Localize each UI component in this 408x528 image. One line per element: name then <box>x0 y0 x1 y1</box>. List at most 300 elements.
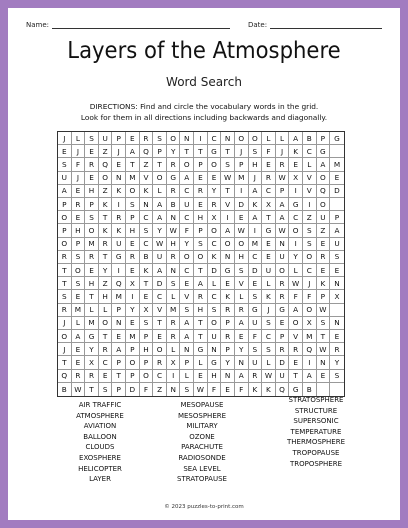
grid-cell[interactable]: P <box>235 158 249 171</box>
grid-cell[interactable]: T <box>194 317 208 330</box>
grid-cell[interactable]: A <box>153 211 167 224</box>
grid-cell[interactable]: X <box>85 356 99 369</box>
grid-cell[interactable]: K <box>99 198 113 211</box>
grid-cell[interactable]: R <box>194 185 208 198</box>
grid-cell[interactable]: P <box>85 198 99 211</box>
grid-cell[interactable]: S <box>249 290 263 303</box>
grid-cell[interactable]: G <box>249 304 263 317</box>
grid-cell[interactable]: S <box>140 224 154 237</box>
grid-cell[interactable]: O <box>208 158 222 171</box>
grid-cell[interactable]: G <box>194 343 208 356</box>
grid-cell[interactable]: I <box>112 198 126 211</box>
grid-cell[interactable]: O <box>153 343 167 356</box>
grid-cell[interactable]: W <box>153 238 167 251</box>
grid-cell[interactable]: A <box>72 330 86 343</box>
grid-cell[interactable]: A <box>289 304 303 317</box>
grid-cell[interactable]: W <box>276 224 290 237</box>
grid-cell[interactable]: X <box>289 172 303 185</box>
grid-cell[interactable]: O <box>126 356 140 369</box>
grid-cell[interactable]: T <box>221 145 235 158</box>
grid-cell[interactable]: A <box>235 317 249 330</box>
grid-cell[interactable]: O <box>58 238 72 251</box>
grid-cell[interactable]: I <box>303 198 317 211</box>
grid-cell[interactable]: A <box>289 132 303 145</box>
grid-cell[interactable]: R <box>276 277 290 290</box>
grid-cell[interactable]: Y <box>289 251 303 264</box>
grid-cell[interactable]: C <box>262 185 276 198</box>
grid-cell[interactable]: R <box>167 185 181 198</box>
grid-cell[interactable]: F <box>180 224 194 237</box>
grid-cell[interactable]: P <box>276 185 290 198</box>
grid-cell[interactable]: V <box>303 185 317 198</box>
grid-cell[interactable]: P <box>126 343 140 356</box>
grid-cell[interactable]: S <box>153 132 167 145</box>
grid-cell[interactable]: J <box>58 343 72 356</box>
grid-cell[interactable]: R <box>167 251 181 264</box>
grid-cell[interactable]: P <box>126 211 140 224</box>
grid-cell[interactable]: N <box>221 132 235 145</box>
grid-cell[interactable]: S <box>99 383 113 396</box>
grid-cell[interactable]: N <box>180 132 194 145</box>
grid-cell[interactable]: O <box>99 172 113 185</box>
grid-cell[interactable]: I <box>289 185 303 198</box>
grid-cell[interactable]: R <box>221 304 235 317</box>
grid-cell[interactable]: K <box>99 224 113 237</box>
grid-cell[interactable]: Z <box>99 145 113 158</box>
grid-cell[interactable]: M <box>126 330 140 343</box>
grid-cell[interactable]: Z <box>140 158 154 171</box>
grid-cell[interactable]: Q <box>58 370 72 383</box>
grid-cell[interactable]: V <box>289 330 303 343</box>
grid-cell[interactable]: I <box>249 224 263 237</box>
grid-cell[interactable]: Q <box>112 277 126 290</box>
grid-cell[interactable]: G <box>262 224 276 237</box>
grid-cell[interactable]: R <box>167 330 181 343</box>
grid-cell[interactable]: C <box>153 370 167 383</box>
grid-cell[interactable]: E <box>317 264 331 277</box>
grid-cell[interactable]: Y <box>235 343 249 356</box>
grid-cell[interactable]: S <box>167 277 181 290</box>
grid-cell[interactable]: O <box>99 317 113 330</box>
grid-cell[interactable]: O <box>289 224 303 237</box>
grid-cell[interactable]: R <box>72 198 86 211</box>
grid-cell[interactable]: E <box>194 370 208 383</box>
grid-cell[interactable]: R <box>140 132 154 145</box>
grid-cell[interactable]: O <box>317 198 331 211</box>
grid-cell[interactable]: P <box>194 224 208 237</box>
grid-cell[interactable]: Z <box>153 383 167 396</box>
grid-cell[interactable]: E <box>289 356 303 369</box>
grid-cell[interactable]: K <box>317 277 331 290</box>
grid-cell[interactable]: O <box>289 317 303 330</box>
grid-cell[interactable]: L <box>72 317 86 330</box>
grid-cell[interactable]: S <box>330 251 344 264</box>
grid-cell[interactable]: S <box>303 224 317 237</box>
grid-cell[interactable]: M <box>249 238 263 251</box>
grid-cell[interactable]: P <box>317 290 331 303</box>
grid-cell[interactable]: T <box>194 145 208 158</box>
grid-cell[interactable]: F <box>262 145 276 158</box>
grid-cell[interactable]: W <box>72 383 86 396</box>
grid-cell[interactable]: U <box>249 356 263 369</box>
grid-cell[interactable]: C <box>262 330 276 343</box>
grid-cell[interactable]: P <box>194 158 208 171</box>
grid-cell[interactable]: E <box>85 172 99 185</box>
grid-cell[interactable]: P <box>58 224 72 237</box>
grid-cell[interactable]: L <box>208 277 222 290</box>
grid-cell[interactable]: M <box>303 330 317 343</box>
grid-cell[interactable]: K <box>262 383 276 396</box>
grid-cell[interactable]: B <box>140 251 154 264</box>
grid-cell[interactable]: S <box>249 343 263 356</box>
grid-cell[interactable]: D <box>208 264 222 277</box>
grid-cell[interactable]: C <box>208 238 222 251</box>
grid-cell[interactable]: T <box>317 330 331 343</box>
grid-cell[interactable]: G <box>289 198 303 211</box>
grid-cell[interactable]: F <box>303 290 317 303</box>
grid-cell[interactable]: L <box>167 290 181 303</box>
grid-cell[interactable]: S <box>317 317 331 330</box>
grid-cell[interactable]: S <box>180 383 194 396</box>
grid-cell[interactable]: E <box>72 290 86 303</box>
grid-cell[interactable]: T <box>112 370 126 383</box>
grid-cell[interactable]: D <box>235 198 249 211</box>
grid-cell[interactable]: R <box>58 251 72 264</box>
grid-cell[interactable]: S <box>126 198 140 211</box>
grid-cell[interactable]: G <box>85 330 99 343</box>
grid-cell[interactable]: M <box>112 290 126 303</box>
grid-cell[interactable]: D <box>153 277 167 290</box>
grid-cell[interactable]: N <box>180 343 194 356</box>
grid-cell[interactable]: E <box>330 264 344 277</box>
grid-cell[interactable]: B <box>167 198 181 211</box>
grid-cell[interactable]: W <box>235 224 249 237</box>
grid-cell[interactable]: F <box>289 290 303 303</box>
grid-cell[interactable]: I <box>235 185 249 198</box>
grid-cell[interactable]: N <box>167 264 181 277</box>
grid-cell[interactable]: N <box>221 370 235 383</box>
grid-cell[interactable]: T <box>153 317 167 330</box>
grid-cell[interactable]: O <box>235 132 249 145</box>
grid-cell[interactable]: F <box>140 383 154 396</box>
grid-cell[interactable]: N <box>330 277 344 290</box>
grid-cell[interactable]: T <box>289 370 303 383</box>
grid-cell[interactable]: T <box>140 277 154 290</box>
grid-cell[interactable]: B <box>303 383 317 396</box>
grid-cell[interactable]: T <box>58 356 72 369</box>
grid-cell[interactable]: L <box>194 356 208 369</box>
grid-cell[interactable]: O <box>180 251 194 264</box>
grid-cell[interactable]: H <box>85 185 99 198</box>
grid-cell[interactable]: U <box>58 172 72 185</box>
grid-cell[interactable]: E <box>85 264 99 277</box>
grid-cell[interactable]: D <box>249 264 263 277</box>
grid-cell[interactable]: A <box>180 172 194 185</box>
grid-cell[interactable]: T <box>194 330 208 343</box>
grid-cell[interactable]: E <box>330 330 344 343</box>
grid-cell[interactable]: W <box>194 383 208 396</box>
grid-cell[interactable]: C <box>180 211 194 224</box>
grid-cell[interactable]: C <box>289 211 303 224</box>
grid-cell[interactable]: W <box>289 277 303 290</box>
grid-cell[interactable]: L <box>289 264 303 277</box>
grid-cell[interactable]: X <box>167 356 181 369</box>
grid-cell[interactable]: R <box>85 370 99 383</box>
grid-cell[interactable]: N <box>140 198 154 211</box>
grid-cell[interactable]: M <box>85 238 99 251</box>
grid-cell[interactable]: F <box>208 383 222 396</box>
grid-cell[interactable]: S <box>140 317 154 330</box>
grid-cell[interactable]: G <box>330 132 344 145</box>
grid-cell[interactable]: O <box>180 158 194 171</box>
grid-cell[interactable]: O <box>58 211 72 224</box>
grid-cell[interactable]: O <box>221 238 235 251</box>
grid-cell[interactable]: A <box>112 343 126 356</box>
grid-cell[interactable]: R <box>276 290 290 303</box>
grid-cell[interactable]: W <box>317 343 331 356</box>
grid-cell[interactable]: T <box>58 264 72 277</box>
grid-cell[interactable]: A <box>180 317 194 330</box>
grid-cell[interactable]: R <box>167 158 181 171</box>
grid-cell[interactable]: Z <box>317 224 331 237</box>
grid-cell[interactable]: R <box>249 370 263 383</box>
grid-cell[interactable]: R <box>85 158 99 171</box>
grid-cell[interactable]: K <box>140 264 154 277</box>
grid-cell[interactable]: E <box>289 158 303 171</box>
grid-cell[interactable]: C <box>180 185 194 198</box>
grid-cell[interactable]: T <box>153 158 167 171</box>
grid-cell[interactable]: K <box>112 224 126 237</box>
grid-cell[interactable]: L <box>303 158 317 171</box>
grid-cell[interactable]: S <box>221 158 235 171</box>
grid-cell[interactable]: R <box>58 304 72 317</box>
grid-cell[interactable]: S <box>58 290 72 303</box>
grid-cell[interactable]: R <box>221 330 235 343</box>
grid-cell[interactable]: J <box>303 277 317 290</box>
grid-cell[interactable] <box>330 304 344 317</box>
grid-cell[interactable]: H <box>126 224 140 237</box>
grid-cell[interactable]: R <box>126 251 140 264</box>
grid-cell[interactable]: X <box>262 198 276 211</box>
grid-cell[interactable]: V <box>153 304 167 317</box>
grid-cell[interactable]: U <box>112 238 126 251</box>
grid-cell[interactable]: X <box>208 211 222 224</box>
grid-cell[interactable]: N <box>112 172 126 185</box>
grid-cell[interactable]: E <box>249 277 263 290</box>
grid-cell[interactable]: M <box>167 304 181 317</box>
grid-cell[interactable]: O <box>235 238 249 251</box>
grid-cell[interactable]: P <box>126 370 140 383</box>
grid-cell[interactable]: I <box>112 264 126 277</box>
grid-cell[interactable]: M <box>235 172 249 185</box>
grid-cell[interactable]: N <box>276 238 290 251</box>
grid-cell[interactable]: G <box>221 264 235 277</box>
grid-cell[interactable]: Y <box>99 264 113 277</box>
grid-cell[interactable]: G <box>167 172 181 185</box>
grid-cell[interactable]: H <box>208 370 222 383</box>
grid-cell[interactable]: U <box>262 264 276 277</box>
grid-cell[interactable]: E <box>317 238 331 251</box>
grid-cell[interactable]: R <box>235 304 249 317</box>
grid-cell[interactable]: P <box>112 383 126 396</box>
grid-cell[interactable]: G <box>208 145 222 158</box>
grid-cell[interactable]: K <box>289 145 303 158</box>
grid-cell[interactable]: F <box>249 330 263 343</box>
grid-cell[interactable]: U <box>153 251 167 264</box>
grid-cell[interactable]: L <box>262 356 276 369</box>
grid-cell[interactable]: J <box>72 172 86 185</box>
grid-cell[interactable]: T <box>262 211 276 224</box>
grid-cell[interactable]: V <box>303 172 317 185</box>
grid-cell[interactable]: O <box>58 330 72 343</box>
grid-cell[interactable]: U <box>99 132 113 145</box>
grid-cell[interactable]: O <box>276 264 290 277</box>
grid-cell[interactable]: Z <box>303 211 317 224</box>
grid-cell[interactable]: L <box>167 343 181 356</box>
grid-cell[interactable]: L <box>276 132 290 145</box>
grid-cell[interactable]: O <box>140 370 154 383</box>
grid-cell[interactable]: A <box>317 158 331 171</box>
grid-cell[interactable]: J <box>262 304 276 317</box>
grid-cell[interactable]: H <box>140 343 154 356</box>
grid-cell[interactable]: A <box>235 370 249 383</box>
grid-cell[interactable]: W <box>276 172 290 185</box>
grid-cell[interactable]: T <box>180 145 194 158</box>
grid-cell[interactable]: H <box>167 238 181 251</box>
grid-cell[interactable]: R <box>276 343 290 356</box>
grid-cell[interactable]: Y <box>221 356 235 369</box>
grid-cell[interactable]: H <box>194 211 208 224</box>
grid-cell[interactable]: C <box>180 264 194 277</box>
grid-cell[interactable]: S <box>330 370 344 383</box>
grid-cell[interactable]: Q <box>140 145 154 158</box>
grid-cell[interactable]: A <box>194 277 208 290</box>
grid-cell[interactable]: O <box>72 264 86 277</box>
grid-cell[interactable]: E <box>262 238 276 251</box>
grid-cell[interactable]: S <box>85 132 99 145</box>
grid-cell[interactable]: O <box>303 304 317 317</box>
grid-cell[interactable]: H <box>85 277 99 290</box>
grid-cell[interactable]: H <box>99 290 113 303</box>
grid-cell[interactable]: T <box>194 264 208 277</box>
grid-cell[interactable]: E <box>208 172 222 185</box>
grid-cell[interactable]: X <box>140 304 154 317</box>
grid-cell[interactable]: E <box>126 238 140 251</box>
grid-cell[interactable]: E <box>72 356 86 369</box>
grid-cell[interactable]: N <box>317 356 331 369</box>
grid-cell[interactable]: E <box>58 145 72 158</box>
grid-cell[interactable]: V <box>235 277 249 290</box>
grid-cell[interactable]: G <box>112 251 126 264</box>
grid-cell[interactable]: N <box>235 356 249 369</box>
grid-cell[interactable]: A <box>153 264 167 277</box>
grid-cell[interactable]: K <box>262 290 276 303</box>
grid-cell[interactable]: R <box>276 158 290 171</box>
grid-cell[interactable]: R <box>167 317 181 330</box>
grid-cell[interactable]: C <box>208 132 222 145</box>
grid-cell[interactable]: W <box>317 304 331 317</box>
grid-cell[interactable]: L <box>235 290 249 303</box>
grid-cell[interactable]: K <box>249 198 263 211</box>
grid-cell[interactable]: P <box>140 356 154 369</box>
grid-cell[interactable]: J <box>249 172 263 185</box>
grid-cell[interactable]: A <box>126 145 140 158</box>
grid-cell[interactable]: R <box>289 343 303 356</box>
grid-cell[interactable]: H <box>72 224 86 237</box>
grid-cell[interactable]: X <box>303 317 317 330</box>
grid-cell[interactable]: J <box>58 317 72 330</box>
grid-cell[interactable]: P <box>221 343 235 356</box>
grid-cell[interactable]: R <box>72 370 86 383</box>
grid-cell[interactable]: R <box>99 343 113 356</box>
grid-cell[interactable]: W <box>167 224 181 237</box>
grid-cell[interactable]: O <box>249 132 263 145</box>
grid-cell[interactable]: G <box>289 383 303 396</box>
grid-cell[interactable]: L <box>99 304 113 317</box>
date-field[interactable] <box>248 21 382 29</box>
grid-cell[interactable]: I <box>167 370 181 383</box>
grid-cell[interactable]: Y <box>330 356 344 369</box>
grid-cell[interactable]: K <box>208 251 222 264</box>
grid-cell[interactable]: R <box>112 211 126 224</box>
grid-cell[interactable]: C <box>153 290 167 303</box>
grid-cell[interactable]: Q <box>99 158 113 171</box>
grid-cell[interactable]: E <box>126 132 140 145</box>
grid-cell[interactable]: R <box>194 290 208 303</box>
grid-cell[interactable]: C <box>303 145 317 158</box>
grid-cell[interactable]: S <box>235 264 249 277</box>
grid-cell[interactable]: A <box>249 185 263 198</box>
grid-cell[interactable]: W <box>221 172 235 185</box>
grid-cell[interactable]: D <box>126 383 140 396</box>
grid-cell[interactable]: J <box>276 145 290 158</box>
grid-cell[interactable]: E <box>180 277 194 290</box>
grid-cell[interactable]: T <box>85 383 99 396</box>
grid-cell[interactable]: U <box>276 251 290 264</box>
grid-cell[interactable]: V <box>140 172 154 185</box>
grid-cell[interactable]: N <box>167 211 181 224</box>
grid-cell[interactable]: P <box>112 304 126 317</box>
grid-cell[interactable]: E <box>235 211 249 224</box>
grid-cell[interactable]: P <box>153 145 167 158</box>
grid-cell[interactable]: P <box>112 356 126 369</box>
grid-cell[interactable]: E <box>153 330 167 343</box>
grid-cell[interactable]: L <box>153 185 167 198</box>
grid-cell[interactable]: P <box>221 317 235 330</box>
grid-cell[interactable]: E <box>221 277 235 290</box>
grid-cell[interactable]: H <box>235 251 249 264</box>
grid-cell[interactable]: T <box>58 277 72 290</box>
grid-cell[interactable]: U <box>208 330 222 343</box>
grid-cell[interactable]: P <box>140 330 154 343</box>
grid-cell[interactable] <box>330 198 344 211</box>
grid-cell[interactable]: L <box>180 370 194 383</box>
grid-cell[interactable]: R <box>99 238 113 251</box>
grid-cell[interactable]: S <box>249 145 263 158</box>
grid-cell[interactable]: V <box>221 198 235 211</box>
grid-cell[interactable]: Y <box>180 238 194 251</box>
grid-cell[interactable]: K <box>140 185 154 198</box>
grid-cell[interactable]: E <box>140 290 154 303</box>
grid-cell[interactable]: U <box>317 211 331 224</box>
grid-cell[interactable] <box>330 145 344 158</box>
grid-cell[interactable]: X <box>330 290 344 303</box>
grid-cell[interactable]: E <box>112 158 126 171</box>
grid-cell[interactable]: N <box>221 251 235 264</box>
grid-cell[interactable]: R <box>330 343 344 356</box>
grid-cell[interactable]: S <box>194 238 208 251</box>
grid-cell[interactable]: I <box>303 356 317 369</box>
